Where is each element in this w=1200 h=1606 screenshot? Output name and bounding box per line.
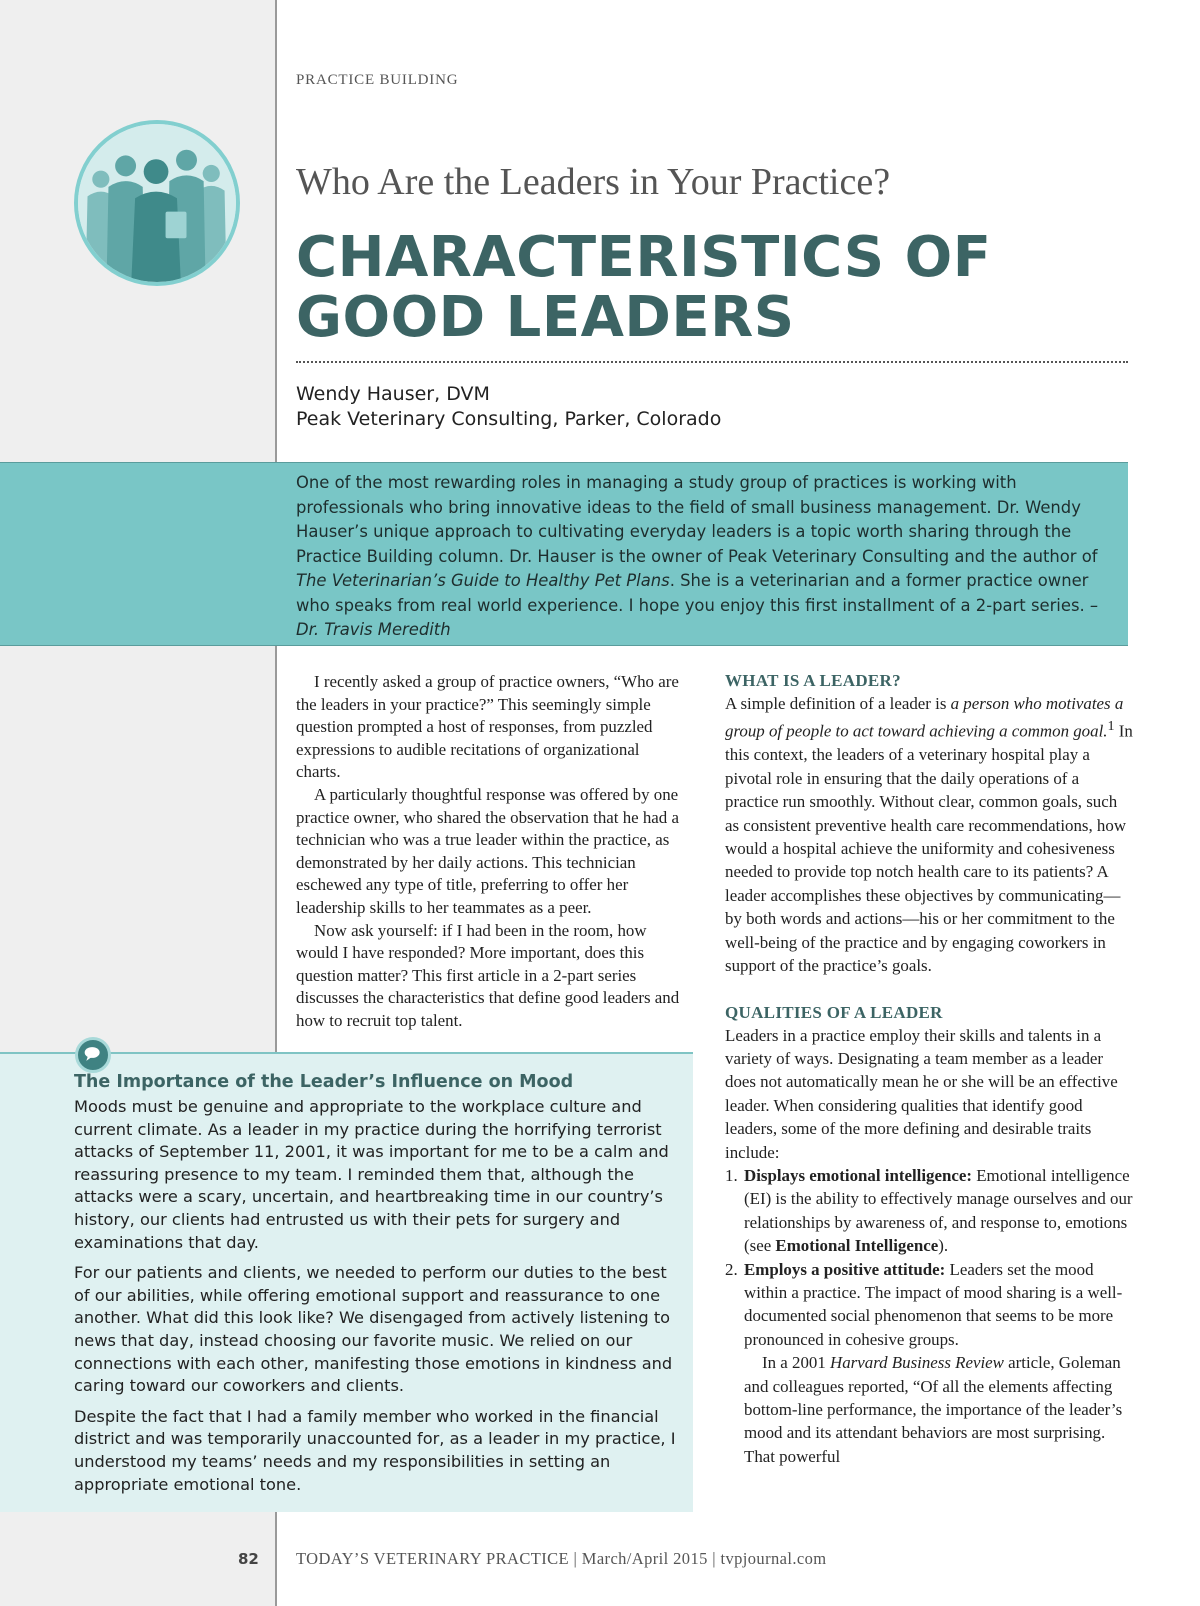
article-headline xyxy=(296,225,992,350)
sidebar-title: The Importance of the Leader’s Influence on Mood xyxy=(74,1072,574,1092)
item-2-p2-journal: Harvard Business Review xyxy=(830,1353,1004,1373)
item-2-lead: Employs a positive attitude: xyxy=(744,1259,946,1279)
sidebar-paragraph: For our patients and clients, we needed to perform our duties to the best of our abilities, while offering emotional support and reassurance to one another. What did this look like? We disengaged from actively listening to news that day, instead choosing our favorite music. We relied on our connections with each other, manifesting those emotions in kindness and caring toward our coworkers and clients. xyxy=(74,1263,673,1396)
item-2-p2-rest: article, Goleman and colleagues reported, “Of all the elements affecting bottom-line performance, the importance of the leader’s mood and its attendant behaviors are most surprising. That powerful xyxy=(744,1353,1123,1466)
list-number: 1. xyxy=(725,1165,738,1185)
definition-italic: a person who motivates a group of people to act toward achieving a common goal. xyxy=(725,694,1124,742)
veterinary-team-photo xyxy=(74,120,240,286)
headline-line-1: CHARACTERISTICS OF xyxy=(296,225,992,290)
item-2-text: Leaders set the mood within a practice. The impact of mood sharing is a well-documented social phenomenon that seems to be more pronounced in cohesive groups. xyxy=(744,1259,1123,1349)
list-item xyxy=(725,1258,1135,1352)
definition-intro: A simple definition of a leader is xyxy=(725,694,951,713)
qualities-intro: Leaders in a practice employ their skills and talents in a variety of ways. Designating a team member as a leader does not automatically mean he or she will be an effective leader. When considering qualities that identify good leaders, some of the more defining and desirable traits include: xyxy=(725,1025,1118,1162)
intro-text-start: One of the most rewarding roles in managing a study group of practices is working with professionals who bring innovative ideas to the field of small business management. Dr. Wendy Hauser’s unique approach to cultivating everyday leaders is a topic worth sharing through the Practice Building column. Dr. Hauser is the owner of Peak Veterinary Consulting and the author of xyxy=(296,473,1098,566)
sidebar-paragraph: Despite the fact that I had a family member who worked in the financial district and was temporarily unaccounted for, as a leader in my practice, I understood my teams’ needs and my responsibilities in setting an appropriate emotional tone. xyxy=(74,1406,676,1494)
intro-text xyxy=(296,471,1118,643)
author-name: Wendy Hauser, DVM xyxy=(296,383,490,405)
item-1-text: Emotional intelligence (EI) is the ability to effectively manage ourselves and our relationships by awareness of, and response to, emotions (see xyxy=(744,1165,1133,1256)
author-affiliation: Peak Veterinary Consulting, Parker, Colorado xyxy=(296,408,722,430)
footnote-ref: 1 xyxy=(1107,718,1115,735)
article-subtitle: Who Are the Leaders in Your Practice? xyxy=(296,161,891,203)
headline-line-2: GOOD LEADERS xyxy=(296,285,795,350)
qualities-list xyxy=(725,1164,1135,1351)
footer-publication: TODAY’S VETERINARY PRACTICE | March/April 2015 | tvpjournal.com xyxy=(296,1549,827,1568)
intro-text-end: . She is a veterinarian and a former practice owner who speaks from real world experience. I hope you enjoy this first installment of a 2-part series. xyxy=(296,571,1090,615)
definition-paragraph xyxy=(725,692,1135,978)
sidebar-text xyxy=(74,1096,684,1504)
item-1-lead: Displays emotional intelligence: xyxy=(744,1165,973,1185)
list-number: 2. xyxy=(725,1259,738,1279)
item-2-p2-start: In a 2001 xyxy=(762,1353,831,1373)
dotted-divider xyxy=(296,361,1128,363)
column-1-paragraph: I recently asked a group of practice owners, “Who are the leaders in your practice?” This seemingly simple question prompted a host of responses, from puzzled expressions to audible recitations of organizational charts. xyxy=(296,672,679,782)
column-2 xyxy=(725,670,1135,1468)
sidebar-paragraph: Moods must be genuine and appropriate to the workplace culture and current climate. As a leader in my practice during the horrifying terrorist attacks of September 11, 2001, it was important for me to be a calm and reassuring presence to my team. I reminded them that, although the attacks were a scary, uncertain, and heartbreaking time in our country’s history, our clients had entrusted us with their pets for surgery and examinations that day. xyxy=(74,1097,669,1252)
definition-rest: In this context, the leaders of a veterinary hospital play a pivotal role in ensuring that the daily operations of a practice run smoothly. Without clear, common goals, such as consistent preventive health care recommendations, how would a hospital achieve the uniformity and cohesiveness needed to provide top notch health care to its patients? A leader accomplishes these objectives by communicating—by both words and actions—his or her commitment to the well-being of the practice and by engaging coworkers in support of the practice’s goals. xyxy=(725,722,1133,976)
item-1-end: ). xyxy=(938,1236,949,1256)
author-byline xyxy=(296,382,721,432)
heading-qualities-of-a-leader: QUALITIES OF A LEADER xyxy=(725,1002,943,1022)
intro-signature: –Dr. Travis Meredith xyxy=(296,595,1099,639)
page-number: 82 xyxy=(238,1550,259,1568)
section-label: PRACTICE BUILDING xyxy=(296,72,459,88)
column-1-paragraph: A particularly thoughtful response was offered by one practice owner, who shared the observation that he had a technician who was a true leader within the practice, as demonstrated by her daily actions. This technician eschewed any type of title, preferring to offer her leadership skills to her teammates as a peer. xyxy=(296,784,679,917)
spacer xyxy=(725,978,1135,1002)
speech-bubble-icon xyxy=(75,1037,111,1073)
intro-book-title: The Veterinarian’s Guide to Healthy Pet Plans xyxy=(296,571,670,590)
list-item xyxy=(725,1164,1135,1258)
column-1-paragraph: Now ask yourself: if I had been in the room, how would I have responded? More important, does this question matter? This first article in a 2-part series discusses the characteristics that define good leaders and how to recruit top talent. xyxy=(296,920,680,1030)
item-2-continuation xyxy=(725,1351,1135,1468)
column-1 xyxy=(296,671,688,1033)
item-1-ref: Emotional Intelligence xyxy=(775,1236,939,1256)
heading-what-is-a-leader: WHAT IS A LEADER? xyxy=(725,671,901,690)
